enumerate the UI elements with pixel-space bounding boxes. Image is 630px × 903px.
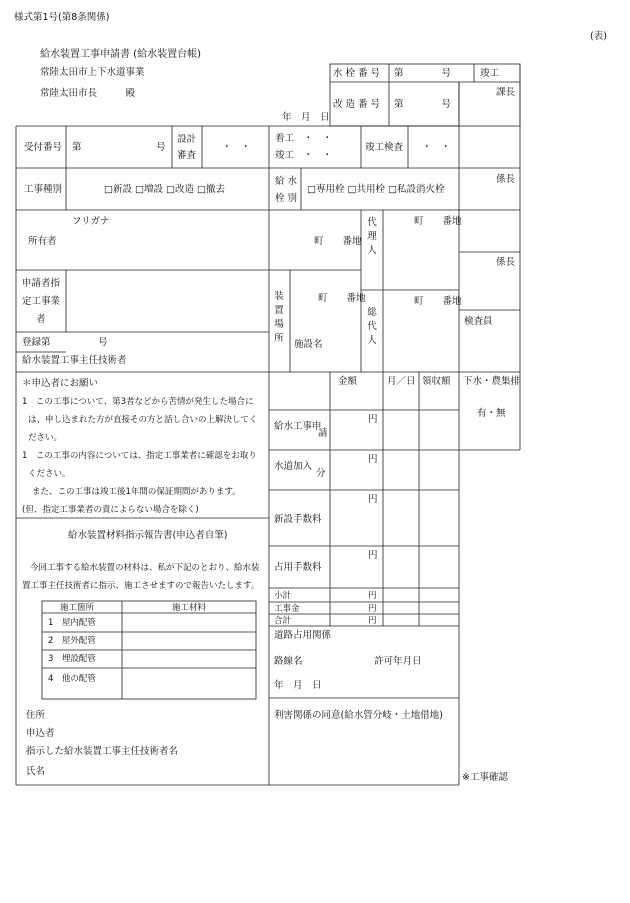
- fee-total: 合計: [274, 616, 292, 626]
- report-applicant: 申込者: [26, 728, 55, 739]
- kacho-label: 課長: [496, 87, 516, 98]
- work-confirm-label: ※工事確認: [462, 772, 508, 783]
- receipt-go: 号: [156, 142, 166, 153]
- materials-row: 2 屋外配管: [48, 636, 96, 646]
- applicant-label-2: 定工事業: [22, 296, 61, 307]
- yen-label: 円: [368, 414, 378, 425]
- addressee-mayor: 常陸太田市長 殿: [40, 88, 136, 99]
- report-address: 住所: [26, 710, 46, 721]
- registration-number: 登録第 号: [22, 337, 108, 348]
- materials-col-material: 施工材料: [172, 603, 207, 613]
- yen-label: 円: [368, 591, 377, 601]
- notice-line-4: 1 この工事の内容については、指定工事業者に確認をお取り: [22, 451, 257, 461]
- fee-row-1a: 給水工事申: [274, 421, 322, 432]
- yen-label: 円: [368, 550, 378, 561]
- notice-line-5: ください。: [28, 469, 71, 479]
- report-name: 氏名: [26, 766, 46, 777]
- notice-line-6: また、この工事は竣工後1年間の保証期間があります。: [32, 487, 241, 497]
- application-date: 年 月 日: [282, 112, 330, 123]
- water-label: 給 水: [275, 176, 298, 187]
- agent-label: 代理人: [367, 217, 377, 256]
- sewer-value[interactable]: 有・無: [477, 408, 506, 419]
- total-agent-label: 総代人: [367, 307, 377, 346]
- fee-work: 工事金: [274, 604, 300, 614]
- applicant-label-3: 者: [36, 314, 46, 325]
- start-work: 着工 ・ ・: [275, 133, 333, 144]
- road-label: 道路占用関係: [274, 630, 332, 641]
- form-number: 様式第1号(第8条関係): [14, 12, 110, 23]
- kakari-label-2: 係長: [496, 257, 516, 268]
- yen-label: 円: [368, 616, 377, 626]
- furigana-label: フリガナ: [72, 216, 110, 227]
- suisen-label: 水 栓 番 号: [333, 68, 381, 79]
- end-work: 竣工 ・ ・: [275, 150, 333, 161]
- tap-type-label: 栓 別: [275, 193, 298, 204]
- inspection-date: ・ ・: [422, 142, 451, 153]
- fee-col-amount: 金額: [338, 376, 358, 387]
- receipt-number-label: 受付番号: [24, 142, 63, 153]
- kaizo-label: 改 造 番 号: [333, 99, 381, 110]
- design-label: 設計: [177, 134, 197, 145]
- fee-subtotal: 小計: [274, 591, 292, 601]
- notice-line-3: ださい。: [28, 433, 63, 443]
- tap-type-options[interactable]: □専用栓 □共用栓 □私設消火栓: [307, 184, 445, 195]
- fee-col-sewer: 下水・農集排: [463, 376, 521, 387]
- report-title: 給水装置材料指示報告書(申込者自筆): [68, 530, 228, 541]
- notice-line-2: は、申し込まれた方が直接その方と話し合いの上解決してく: [28, 415, 258, 425]
- permit-label: 許可年月日: [374, 656, 422, 667]
- yen-label: 円: [368, 494, 378, 505]
- kakari-label-1: 係長: [496, 174, 516, 185]
- place-address: 町 番地: [318, 293, 366, 304]
- owner-address: 町 番地: [314, 236, 362, 247]
- route-label: 路線名: [274, 656, 303, 667]
- fee-row-1b: 請: [318, 428, 328, 439]
- applicant-label-1: 申請者指: [22, 278, 61, 289]
- work-type-label: 工事種別: [24, 184, 63, 195]
- report-instructed: 指示した給水装置工事主任技術者名: [26, 746, 179, 757]
- materials-col-place: 施工箇所: [60, 603, 95, 613]
- review-label: 審査: [177, 150, 197, 161]
- materials-row: 1 屋内配管: [48, 618, 96, 628]
- inspection-label: 竣工検査: [365, 142, 404, 153]
- fee-row-2b: 分: [316, 468, 326, 479]
- chief-engineer-label: 給水装置工事主任技術者: [22, 355, 127, 366]
- consent-label: 利害関係の同意(給水管分岐・土地借地): [274, 710, 443, 721]
- fee-col-date: 月／日: [387, 376, 416, 387]
- kaizo-value: 第 号: [394, 99, 452, 110]
- work-type-options[interactable]: □新設 □増設 □改造 □撤去: [104, 184, 225, 195]
- total-agent-address: 町 番地: [414, 296, 462, 307]
- notice-line-1: 1 この工事について、第3者などから苦情が発生した場合に: [22, 397, 254, 407]
- road-date: 年 月 日: [274, 680, 322, 691]
- agent-address: 町 番地: [414, 216, 462, 227]
- completion-label: 竣工: [480, 68, 500, 79]
- notice-line-7: (但、指定工事業者の責によらない場合を除く): [22, 505, 199, 515]
- materials-row: 3 埋設配管: [48, 654, 96, 664]
- report-body-2: 置工事主任技術者に指示、施工させますので報告いたします。: [22, 581, 260, 591]
- suisen-value: 第 号: [394, 68, 452, 79]
- receipt-dai: 第: [72, 142, 82, 153]
- design-date: ・ ・: [222, 142, 251, 153]
- side-label: (表): [590, 31, 607, 42]
- yen-label: 円: [368, 454, 378, 465]
- fee-row-2a: 水道加入: [274, 461, 313, 472]
- yen-label: 円: [368, 604, 377, 614]
- addressee-utility: 常陸太田市上下水道事業: [40, 67, 145, 78]
- fee-row-4: 占用手数料: [274, 562, 322, 573]
- fee-col-receipt: 領収額: [422, 376, 451, 387]
- notice-heading: ＊申込者にお願い: [22, 378, 99, 389]
- place-label: 装置場所: [274, 291, 284, 344]
- facility-label: 施設名: [294, 339, 323, 350]
- form-title: 給水装置工事申請書 (給水装置台帳): [40, 49, 201, 60]
- inspector-label: 検査員: [464, 316, 493, 327]
- report-body-1: 今回工事する給水装置の材料は、私が下記のとおり、給水装: [30, 563, 260, 573]
- owner-label: 所有者: [28, 236, 57, 247]
- materials-row: 4 他の配管: [48, 674, 96, 684]
- fee-row-3: 新設手数料: [274, 514, 322, 525]
